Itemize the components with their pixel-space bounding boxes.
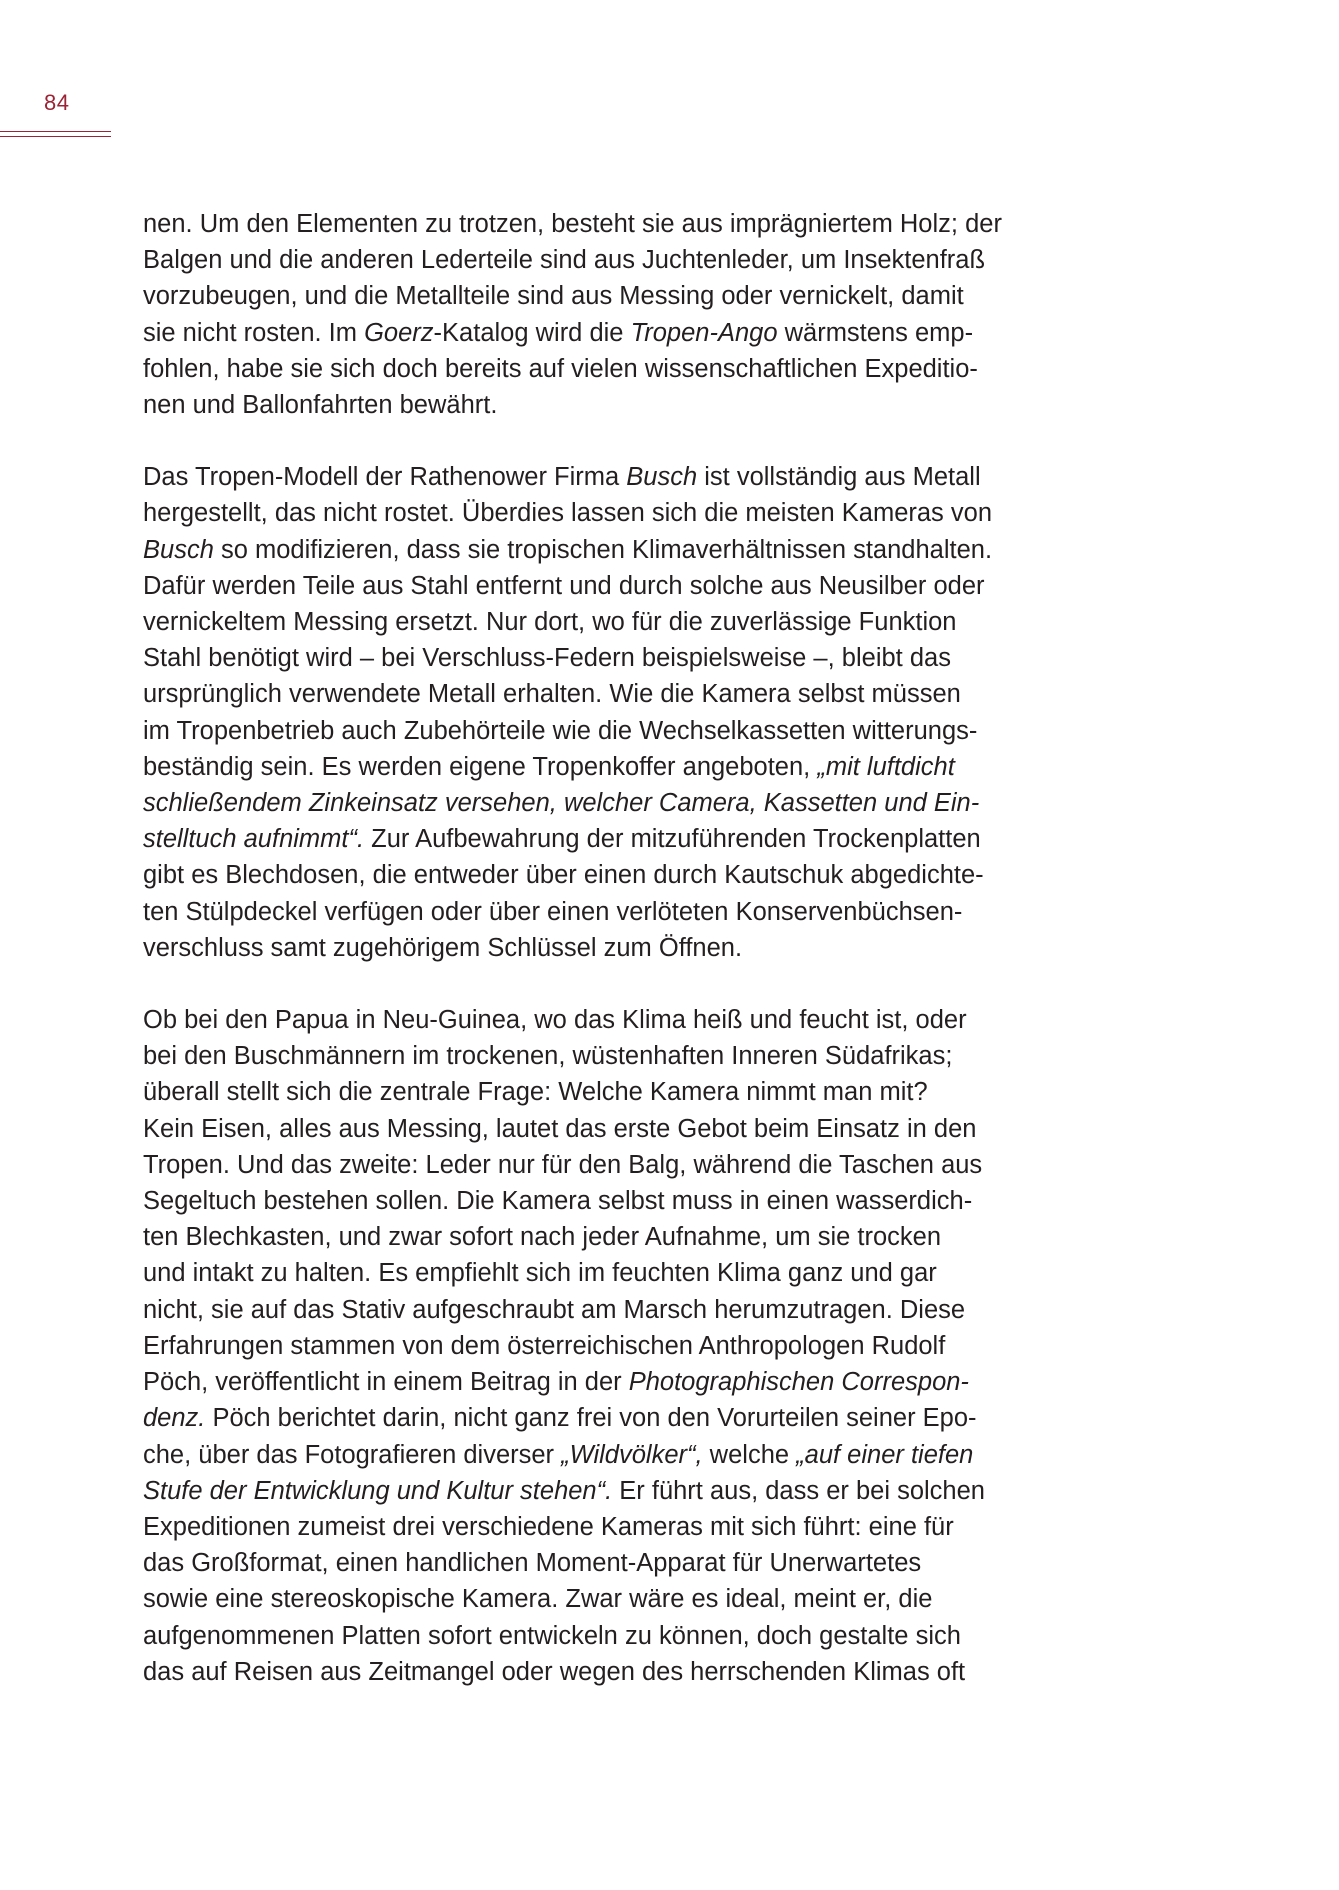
text-run: so modifizieren, dass sie tropischen Klimaverhältnissen standhalten.	[213, 535, 993, 564]
paragraph	[143, 1002, 1043, 1690]
text-run: Pöch berichtet darin, nicht ganz frei von den Vorurteilen seiner Epo-	[205, 1404, 977, 1433]
text-line	[143, 1581, 1043, 1617]
text-run: fohlen, habe sie sich doch bereits auf vielen wissenschaftlichen Expeditio-	[143, 354, 978, 383]
text-run: und intakt zu halten. Es empfiehlt sich im feuchten Klima ganz und gar	[143, 1259, 937, 1288]
text-run: sowie eine stereoskopische Kamera. Zwar wäre es ideal, meint er, die	[143, 1585, 933, 1614]
text-line	[143, 387, 1043, 423]
text-line	[143, 821, 1043, 857]
text-line	[143, 315, 1043, 351]
header-rule-top	[0, 131, 111, 132]
text-run: Er führt aus, dass er bei solchen	[612, 1476, 985, 1505]
text-run: ten Blechkasten, und zwar sofort nach jeder Aufnahme, um sie trocken	[143, 1223, 942, 1252]
text-run: ist vollständig aus Metall	[697, 463, 981, 492]
text-line	[143, 930, 1043, 966]
text-line	[143, 1038, 1043, 1074]
text-line	[143, 278, 1043, 314]
text-line	[143, 857, 1043, 893]
text-line	[143, 532, 1043, 568]
text-line	[143, 1437, 1043, 1473]
text-run: im Tropenbetrieb auch Zubehörteile wie die Wechselkassetten witterungs-	[143, 716, 978, 745]
text-run: Dafür werden Teile aus Stahl entfernt und durch solche aus Neusilber oder	[143, 571, 985, 600]
text-line	[143, 1400, 1043, 1436]
text-run: gibt es Blechdosen, die entweder über einen durch Kautschuk abgedichte-	[143, 861, 984, 890]
header-rule-bottom	[0, 136, 111, 137]
italic-run: Photographischen Correspon-	[628, 1368, 969, 1397]
text-run: Pöch, veröffentlicht in einem Beitrag in der	[143, 1368, 629, 1397]
text-run: sie nicht rosten. Im	[143, 318, 365, 347]
text-run: Zur Aufbewahrung der mitzuführenden Trockenplatten	[364, 825, 981, 854]
text-run: Ob bei den Papua in Neu-Guinea, wo das Klima heiß und feucht ist, oder	[143, 1006, 967, 1035]
text-run: Expeditionen zumeist drei verschiedene Kameras mit sich führt: eine für	[143, 1512, 954, 1541]
text-line	[143, 568, 1043, 604]
text-line	[143, 713, 1043, 749]
italic-run: denz.	[143, 1404, 206, 1433]
text-line	[143, 1654, 1043, 1690]
text-line	[143, 1074, 1043, 1110]
paragraph	[143, 206, 1043, 423]
text-line	[143, 894, 1043, 930]
text-line	[143, 785, 1043, 821]
text-line	[143, 1328, 1043, 1364]
text-line	[143, 1509, 1043, 1545]
text-line	[143, 1292, 1043, 1328]
body-text	[143, 206, 1043, 1726]
text-run: Balgen und die anderen Lederteile sind aus Juchtenleder, um Insektenfraß	[143, 246, 986, 275]
text-run: welche	[702, 1440, 797, 1469]
italic-run: stelltuch aufnimmt“.	[143, 825, 365, 854]
text-line	[143, 640, 1043, 676]
text-run: Erfahrungen stammen von dem österreichischen Anthropologen Rudolf	[143, 1331, 946, 1360]
text-run: Stahl benötigt wird – bei Verschluss-Federn beispielsweise –, bleibt das	[143, 644, 951, 673]
text-run: vorzubeugen, und die Metallteile sind aus Messing oder vernickelt, damit	[143, 282, 964, 311]
text-run: ten Stülpdeckel verfügen oder über einen verlöteten Konservenbüchsen-	[143, 897, 963, 926]
text-run: hergestellt, das nicht rostet. Überdies lassen sich die meisten Kameras von	[143, 499, 992, 528]
text-run: bei den Buschmännern im trockenen, wüstenhaften Inneren Südafrikas;	[143, 1042, 953, 1071]
text-run: nicht, sie auf das Stativ aufgeschraubt am Marsch herumzutragen. Diese	[143, 1295, 966, 1324]
text-line	[143, 1183, 1043, 1219]
italic-run: „mit luftdicht	[817, 752, 955, 781]
text-run: che, über das Fotografieren diverser	[143, 1440, 562, 1469]
text-run: das auf Reisen aus Zeitmangel oder wegen des herrschenden Klimas oft	[143, 1657, 966, 1686]
text-line	[143, 1473, 1043, 1509]
text-line	[143, 351, 1043, 387]
text-run: Segeltuch bestehen sollen. Die Kamera selbst muss in einen wasserdich-	[143, 1187, 973, 1216]
text-run: nen. Um den Elementen zu trotzen, besteht sie aus imprägniertem Holz; der	[143, 210, 1002, 238]
text-line	[143, 1219, 1043, 1255]
text-line	[143, 206, 1043, 242]
text-line	[143, 749, 1043, 785]
text-line	[143, 459, 1043, 495]
text-run: aufgenommenen Platten sofort entwickeln zu können, doch gestalte sich	[143, 1621, 961, 1650]
paragraph	[143, 459, 1043, 966]
text-run: Kein Eisen, alles aus Messing, lautet das erste Gebot beim Einsatz in den	[143, 1114, 977, 1143]
text-line	[143, 604, 1043, 640]
text-run: vernickeltem Messing ersetzt. Nur dort, wo für die zuverlässige Funktion	[143, 608, 957, 637]
italic-run: Busch	[143, 535, 214, 564]
text-line	[143, 1147, 1043, 1183]
text-run: verschluss samt zugehörigem Schlüssel zum Öffnen.	[143, 933, 743, 962]
text-line	[143, 1545, 1043, 1581]
text-run: nen und Ballonfahrten bewährt.	[143, 391, 498, 420]
italic-run: Goerz	[364, 318, 434, 347]
text-line	[143, 1255, 1043, 1291]
text-run: Das Tropen-Modell der Rathenower Firma	[143, 463, 627, 492]
text-line	[143, 242, 1043, 278]
text-line	[143, 1111, 1043, 1147]
text-run: Tropen. Und das zweite: Leder nur für den Balg, während die Taschen aus	[143, 1150, 983, 1179]
page-number: 84	[44, 90, 70, 115]
text-run: beständig sein. Es werden eigene Tropenkoffer angeboten,	[143, 752, 818, 781]
text-run: wärmstens emp-	[777, 318, 974, 347]
italic-run: schließendem Zinkeinsatz versehen, welcher Camera, Kassetten und Ein-	[143, 789, 980, 818]
text-line	[143, 1618, 1043, 1654]
text-line	[143, 676, 1043, 712]
italic-run: Stufe der Entwicklung und Kultur stehen“.	[143, 1476, 613, 1505]
italic-run: „Wildvölker“,	[561, 1440, 703, 1469]
italic-run: Busch	[626, 463, 698, 492]
text-run: -Katalog wird die	[433, 318, 631, 347]
text-line	[143, 495, 1043, 531]
text-run: ursprünglich verwendete Metall erhalten. Wie die Kamera selbst müssen	[143, 680, 961, 709]
text-run: überall stellt sich die zentrale Frage: Welche Kamera nimmt man mit?	[143, 1078, 928, 1107]
text-run: das Großformat, einen handlichen Moment-Apparat für Unerwartetes	[143, 1549, 922, 1578]
italic-run: Tropen-Ango	[630, 318, 778, 347]
text-line	[143, 1364, 1043, 1400]
text-line	[143, 1002, 1043, 1038]
italic-run: „auf einer tiefen	[796, 1440, 974, 1469]
